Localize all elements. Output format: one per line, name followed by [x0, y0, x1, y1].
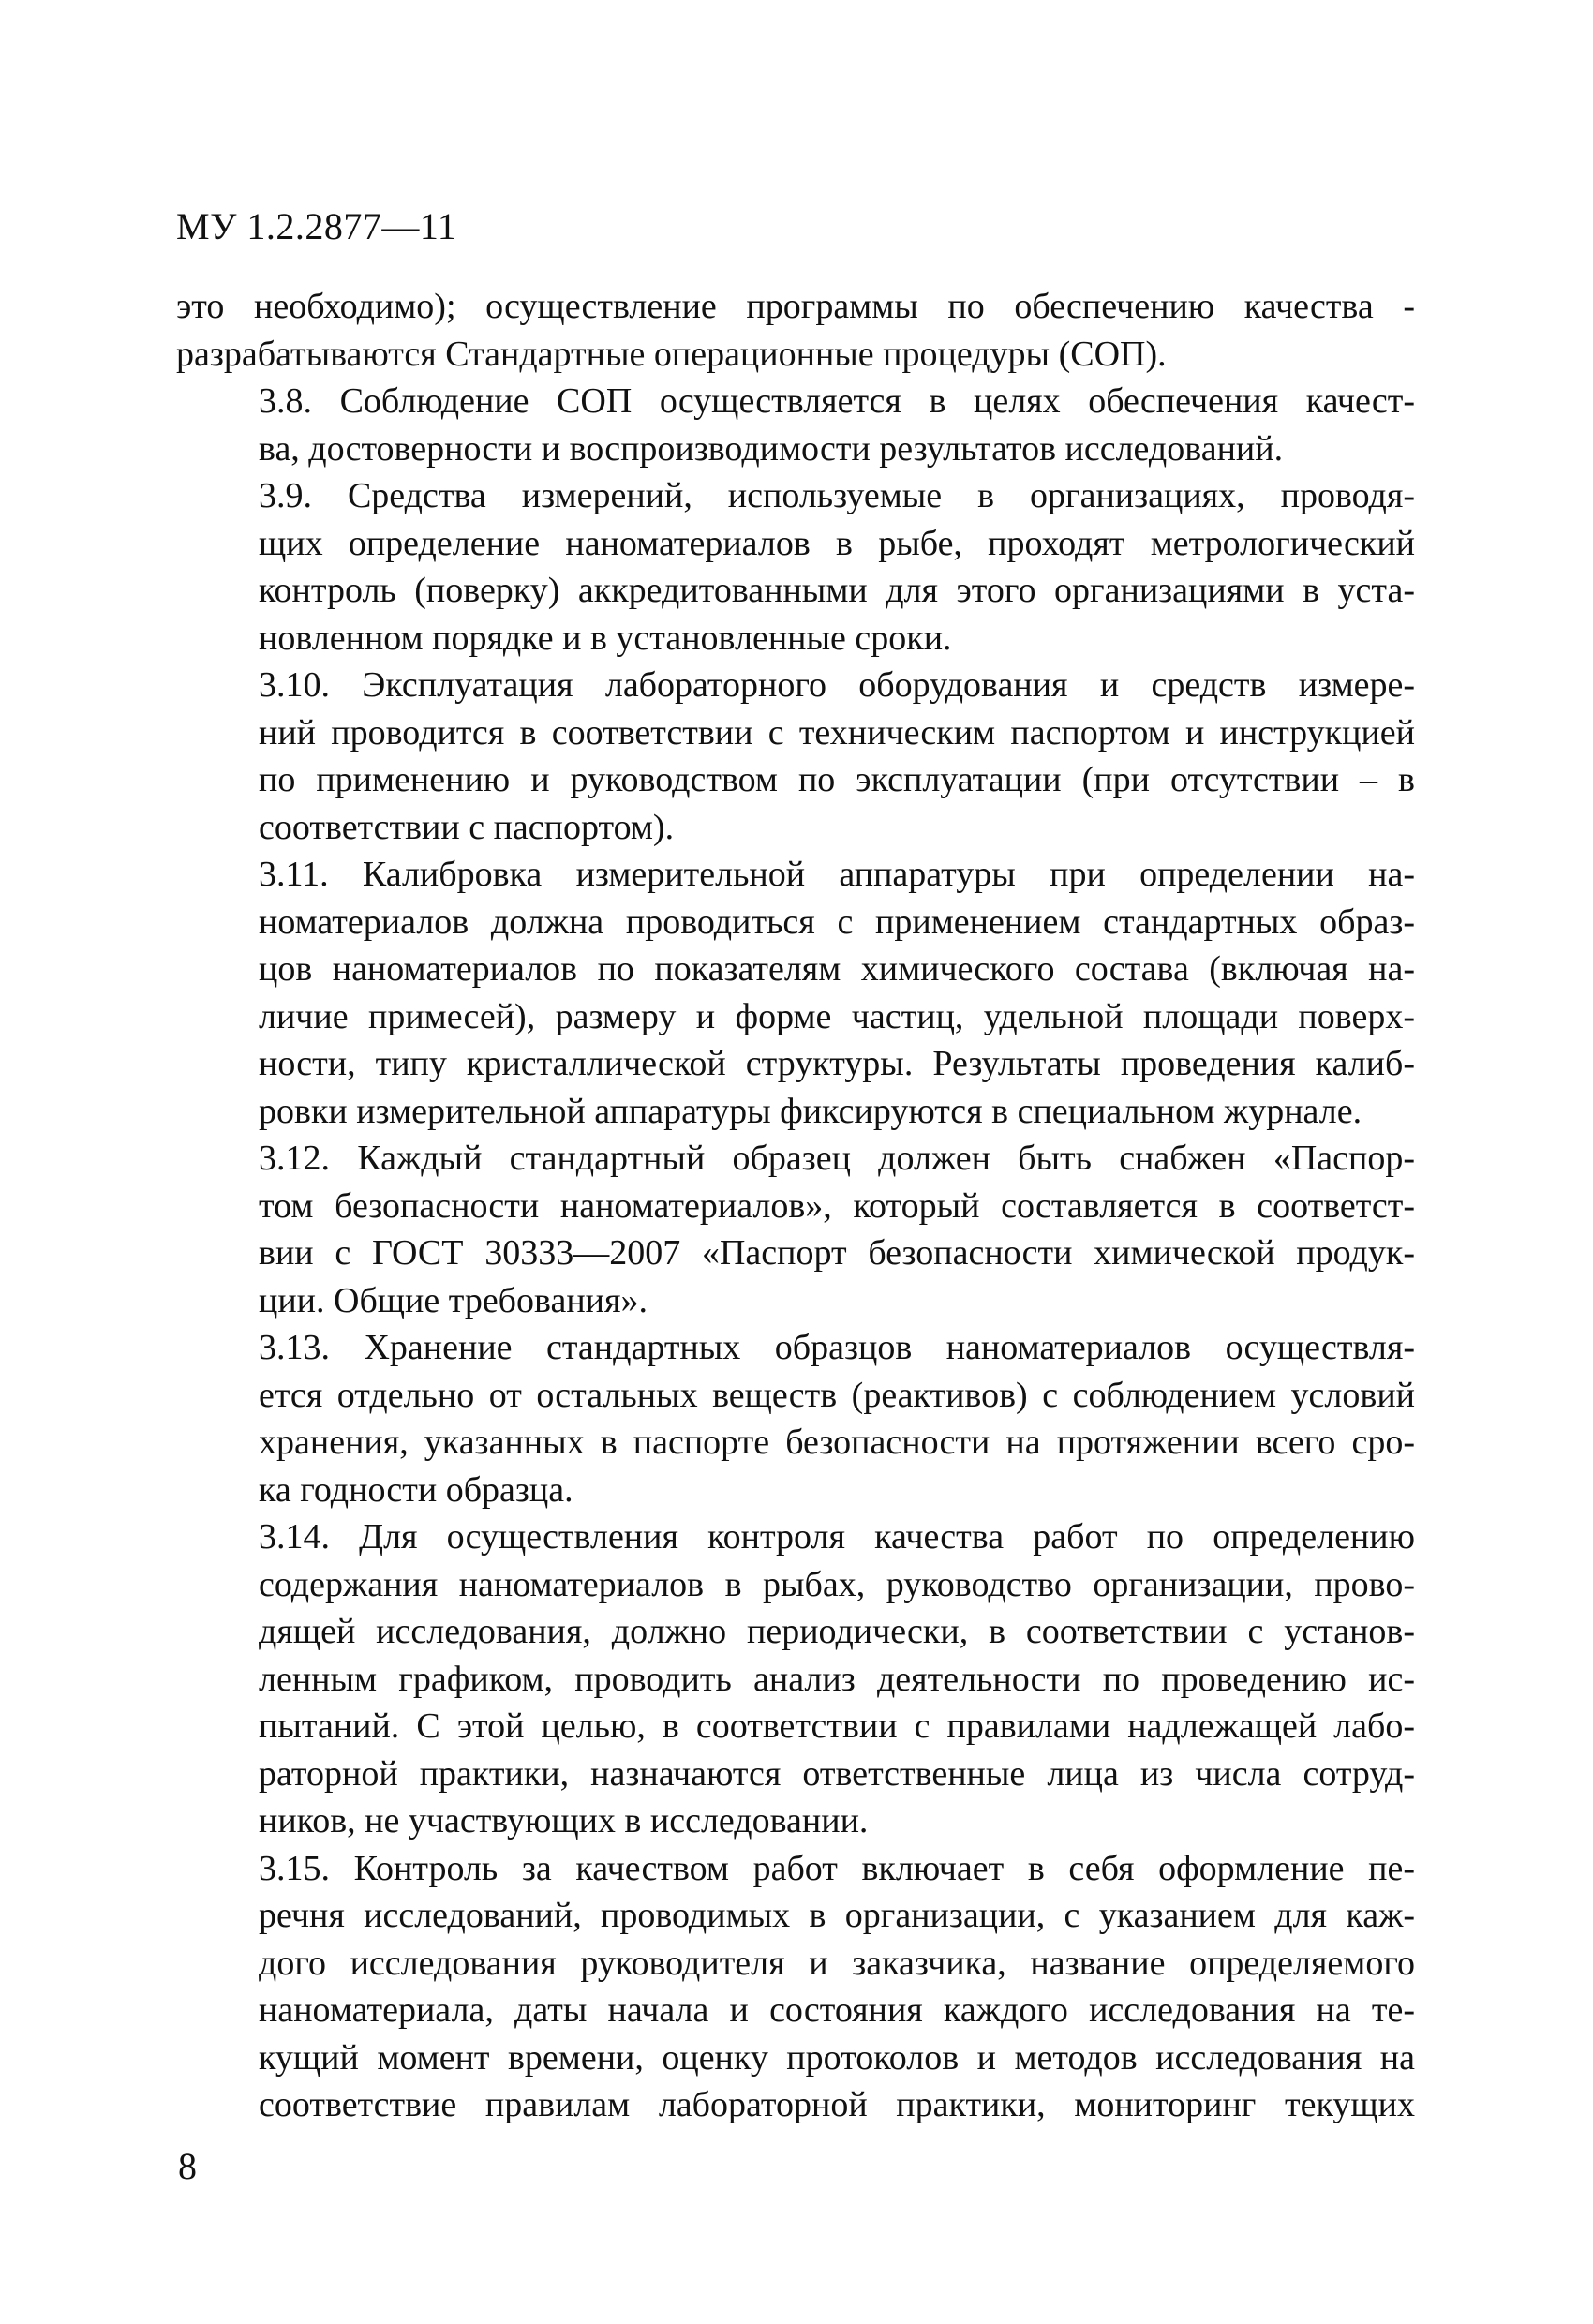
text-line: 3.11. Калибровка измерительной аппаратуры при определении на- — [259, 855, 1415, 894]
text-line: раторной практики, назначаются ответственные лица из числа сотруд- — [259, 1753, 1415, 1794]
text-line: 3.14. Для осуществления контроля качества работ по определению — [259, 1517, 1415, 1557]
paragraph-3-12 — [176, 1135, 1415, 1324]
text-line: контроль (поверку) аккредитованными для этого организациями в уста- — [259, 571, 1415, 610]
text-line: 3.9. Средства измерений, используемые в организациях, проводя- — [259, 476, 1415, 515]
text-line: личие примесей), размеру и форме частиц, удельной площади поверх- — [259, 996, 1415, 1036]
text-line: ников, не участвующих в исследовании. — [259, 1801, 869, 1840]
page-body — [176, 283, 1415, 2129]
text-line: ний проводится в соответствии с техническим паспортом и инструкцией — [259, 712, 1415, 752]
text-line: цов наноматериалов по показателям химического состава (включая на- — [259, 949, 1415, 989]
text-line: содержания наноматериалов в рыбах, руководство организации, прово- — [259, 1564, 1415, 1604]
text-line: том безопасности наноматериалов», который составляется в соответст- — [259, 1185, 1415, 1226]
text-line: соответствии с паспортом). — [259, 807, 675, 847]
text-line: по применению и руководством по эксплуатации (при отсутствии – в — [259, 760, 1415, 799]
text-line: ва, достоверности и воспроизводимости результатов исследований. — [259, 428, 1284, 469]
paragraph-3-15 — [176, 1845, 1415, 2129]
paragraph-3-8 — [176, 378, 1415, 472]
page-number: 8 — [178, 2145, 197, 2187]
text-line: 3.12. Каждый стандартный образец должен быть снабжен «Паспор- — [259, 1139, 1415, 1178]
text-line: дого исследования руководителя и заказчика, название определяемого — [259, 1943, 1415, 1983]
text-line: ленным графиком, проводить анализ деятельности по проведению ис- — [259, 1659, 1415, 1699]
paragraph-3-14 — [176, 1513, 1415, 1845]
text-line: 3.10. Эксплуатация лабораторного оборудования и средств измере- — [259, 665, 1415, 705]
text-line: дящей исследования, должно периодически, в соответствии с установ- — [259, 1612, 1415, 1651]
text-line: соответствие правилам лабораторной практики, мониторинг текущих — [259, 2085, 1415, 2124]
paragraph-3-10 — [176, 662, 1415, 851]
text-line: речня исследований, проводимых в организации, с указанием для каж- — [259, 1896, 1415, 1935]
text-line: 3.8. Соблюдение СОП осуществляется в целях обеспечения качест- — [259, 381, 1415, 421]
text-line: это необходимо); осуществление программы по обеспечению качества - — [176, 287, 1415, 326]
text-line: ции. Общие требования». — [259, 1280, 648, 1320]
document-code-header: МУ 1.2.2877—11 — [176, 205, 457, 247]
paragraph-continuation — [176, 283, 1415, 378]
text-line: новленном порядке и в установленные сроки. — [259, 618, 952, 658]
text-line: хранения, указанных в паспорте безопасности на протяжении всего сро- — [259, 1423, 1415, 1462]
text-line: щих определение наноматериалов в рыбе, проходят метрологический — [259, 523, 1415, 563]
text-line: ка годности образца. — [259, 1469, 573, 1510]
text-line: вии с ГОСТ 30333—2007 «Паспорт безопасности химической продук- — [259, 1233, 1415, 1273]
text-line: 3.15. Контроль за качеством работ включает в себя оформление пе- — [259, 1848, 1415, 1888]
text-line: пытаний. С этой целью, в соответствии с правилами надлежащей лабо- — [259, 1706, 1415, 1746]
text-line: кущий момент времени, оценку протоколов и методов исследования на — [259, 2037, 1415, 2078]
text-line: ровки измерительной аппаратуры фиксируются в специальном журнале. — [259, 1091, 1362, 1131]
text-line: ности, типу кристаллической структуры. Результаты проведения калиб- — [259, 1044, 1415, 1083]
text-line: наноматериала, даты начала и состояния каждого исследования на те- — [259, 1990, 1415, 2030]
paragraph-3-13 — [176, 1324, 1415, 1513]
text-line: разрабатываются Стандартные операционные процедуры (СОП). — [176, 334, 1167, 374]
paragraph-3-11 — [176, 851, 1415, 1135]
text-line: номатериалов должна проводиться с применением стандартных образ- — [259, 901, 1415, 942]
paragraph-3-9 — [176, 472, 1415, 662]
text-line: ется отдельно от остальных веществ (реактивов) с соблюдением условий — [259, 1375, 1415, 1415]
text-line: 3.13. Хранение стандартных образцов наноматериалов осуществля- — [259, 1328, 1415, 1367]
